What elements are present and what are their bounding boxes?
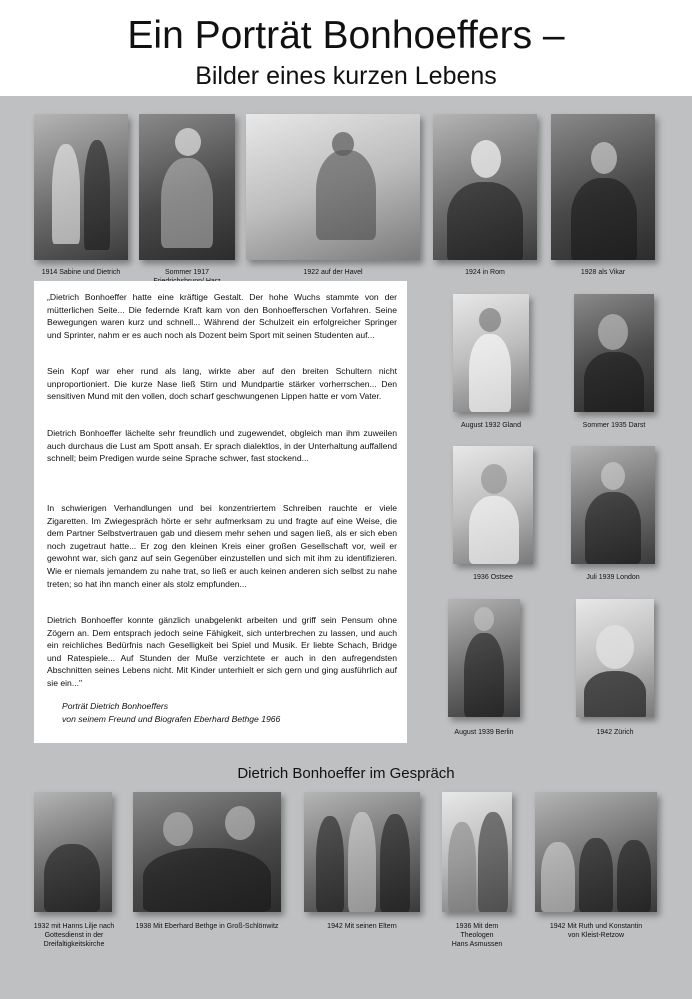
- quote-paragraph-2: Sein Kopf war eher rund als lang, wirkte aber auf den breiten Schultern nicht unproportioniert. Die kurze Nase ließ Stirn und Mundpartie stärker vorherrschen... Den sensitiven Mund mit den vollen, doch scharf geschwungenen Lippen hatte er vom Vater.: [47, 366, 397, 402]
- photo-1922: [246, 114, 420, 260]
- caption-1942-eltern: 1942 Mit seinen Eltern: [327, 923, 397, 930]
- photo-1938-bethge: [133, 792, 281, 912]
- photo-1936-ostsee: [453, 446, 533, 564]
- caption-1936-asmussen-line3: Hans Asmussen: [451, 941, 503, 948]
- photo-1935: [574, 294, 654, 412]
- caption-1942-kleist-line2: von Kleist-Retzow: [567, 932, 625, 939]
- quote-paragraph-1: „Dietrich Bonhoeffer hatte eine kräftige Gestalt. Der hohe Wuchs stammte von der mütterlichen Seite... Die federnde Kraft kam von den Bonhoefferschen Vorfahren. Seine Bewegungen waren kurz und schnell... Während der Schulzeit ein erfolgreicher Springer und Sprinter, nahm er es auch noch als Dozent beim Sport mit seinen Studenten auf...: [47, 292, 397, 340]
- caption-1914: 1914 Sabine und Dietrich: [41, 269, 121, 276]
- page-title: Ein Porträt Bonhoeffers –: [127, 14, 565, 57]
- caption-1936-ostsee: 1936 Ostsee: [473, 574, 513, 581]
- quote-box: [34, 281, 407, 743]
- caption-1917-line1: Sommer 1917: [165, 269, 209, 276]
- caption-1924: 1924 in Rom: [465, 269, 505, 276]
- quote-paragraph-5: Dietrich Bonhoeffer konnte gänzlich unabgelenkt arbeiten und griff sein Pensum ohne Zögern an. Dem entsprach jedoch seine Fähigkeit, sich unterbrechen zu lassen, und auch ein reichliches Bedürfnis nach Geselligkeit bei Spiel und Musik. Er liebte Schach, Bridge und Ratespiele... Auf Stunden der Muße verzichtete er auch in den aufregendsten Abschnitten seines Lebens nicht. Mit Kinder unterhielt er sich gern und ging ausführlich auf sie ein...": [47, 615, 397, 688]
- caption-1936-asmussen-line1: 1936 Mit dem: [455, 923, 499, 930]
- caption-1939-london: Juli 1939 London: [586, 574, 640, 581]
- caption-1932-lilje-line2: Gottesdienst in der: [44, 932, 104, 939]
- caption-1936-asmussen-line2: Theologen: [460, 932, 494, 939]
- quote-paragraph-3: Dietrich Bonhoeffer lächelte sehr freundlich und zugewendet, obgleich man ihm zuweilen auch durchaus die Lust am Spott ansah. Er sprach dialektlos, in der Unterhaltung auffallend schnell; beim Predigen wurde seine Sprache schwer, fast stockend...: [47, 428, 397, 464]
- header: [0, 0, 692, 96]
- photo-1932-gland: [453, 294, 529, 412]
- caption-1928: 1928 als Vikar: [580, 269, 626, 276]
- photo-1936-asmussen: [442, 792, 512, 912]
- caption-1935: Sommer 1935 Darst: [582, 422, 646, 429]
- photo-1939-berlin: [448, 599, 520, 717]
- photo-1924: [433, 114, 537, 260]
- caption-1932-lilje: [26, 922, 122, 949]
- quote-source-line1: Porträt Dietrich Bonhoeffers: [62, 701, 169, 711]
- quote-source-line2: von seinem Freund und Biografen Eberhard Bethge 1966: [62, 714, 281, 724]
- caption-1942-zuerich: 1942 Zürich: [596, 729, 634, 736]
- caption-1932-gland: August 1932 Gland: [461, 422, 521, 429]
- quote-paragraph-4: In schwierigen Verhandlungen und bei konzentriertem Schreiben rauchte er viele Zigaretten. Im Zwiegespräch hörte er sehr aufmerksam zu und fragte auf eine Weise, die dem Partner Selbstvertrauen gab und diesem mehr sehen und sagen ließ, als er sich eben noch zugetraut hatte... Er zog den kleinen Kreis einer großen Gesellschaft vor, weil er gewohnt war, sich ganz auf sein Gegenüber einzustellen und sich mit ihm zu identifizieren. Wie er niemals jemandem zu nahe trat, so ließ er auch keinen anderen sich selbst zu nahe treten; so hat ihn manch einer als stolz empfunden...: [47, 503, 397, 589]
- photo-1914: [34, 114, 128, 260]
- caption-1932-lilje-line1: 1932 mit Hanns Lilje nach: [33, 923, 115, 930]
- photo-1928: [551, 114, 655, 260]
- photo-1932-lilje: [34, 792, 112, 912]
- caption-1936-asmussen: [430, 922, 524, 949]
- section-title: Dietrich Bonhoeffer im Gespräch: [237, 765, 455, 782]
- caption-1922: 1922 auf der Havel: [303, 269, 363, 276]
- caption-1942-kleist: [530, 922, 662, 940]
- photo-1942-zuerich: [576, 599, 654, 717]
- caption-1939-berlin: August 1939 Berlin: [454, 729, 514, 736]
- caption-1942-kleist-line1: 1942 Mit Ruth und Konstantin: [549, 923, 643, 930]
- photo-1942-kleist: [535, 792, 657, 912]
- photo-1939-london: [571, 446, 655, 564]
- caption-1938-bethge: 1938 Mit Eberhard Bethge in Groß-Schlönwitz: [135, 923, 279, 930]
- caption-1932-lilje-line3: Dreifaltigkeitskirche: [43, 941, 105, 948]
- photo-1942-eltern: [304, 792, 420, 912]
- page-subtitle: Bilder eines kurzen Lebens: [195, 62, 497, 90]
- photo-1917: [139, 114, 235, 260]
